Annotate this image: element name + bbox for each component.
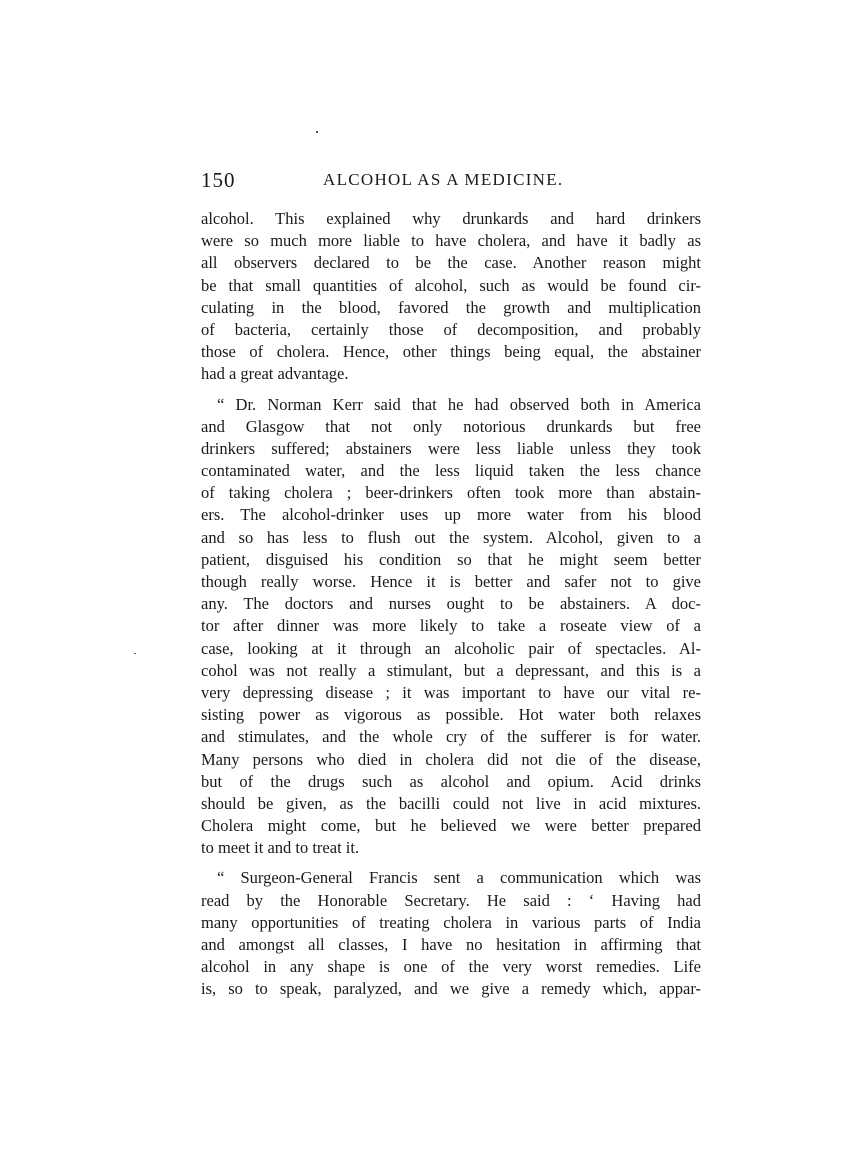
ink-speck	[134, 653, 136, 654]
text-line: case, looking at it through an alcoholic pair of spectacles. Al-	[201, 638, 701, 658]
page-number: 150	[201, 168, 236, 192]
text-line: very depressing disease ; it was important to have our vital re-	[201, 682, 701, 702]
text-line: to meet it and to treat it.	[201, 838, 360, 858]
paragraph	[201, 867, 701, 1000]
text-line: of taking cholera ; beer-drinkers often took more than abstain-	[201, 483, 701, 503]
text-line: sisting power as vigorous as possible. Hot water both relaxes	[201, 705, 701, 725]
text-line: but of the drugs such as alcohol and opium. Acid drinks	[201, 771, 701, 791]
text-line: read by the Honorable Secretary. He said : ‘ Having had	[201, 890, 701, 910]
text-line: those of cholera. Hence, other things being equal, the abstainer	[201, 342, 701, 362]
body-text	[201, 208, 701, 1001]
text-line: drinkers suffered; abstainers were less liable unless they took	[201, 438, 701, 458]
text-line: had a great advantage.	[201, 364, 349, 384]
text-line: of bacteria, certainly those of decomposition, and probably	[201, 319, 701, 339]
text-line: alcohol in any shape is one of the very worst remedies. Life	[201, 957, 701, 977]
running-title: ALCOHOL AS A MEDICINE.	[323, 170, 564, 189]
text-line: ers. The alcohol-drinker uses up more water from his blood	[201, 505, 701, 525]
text-line: many opportunities of treating cholera in various parts of India	[201, 912, 701, 932]
ink-speck	[316, 131, 318, 133]
text-line: all observers declared to be the case. Another reason might	[201, 253, 701, 273]
text-line: cohol was not really a stimulant, but a depressant, and this is a	[201, 660, 701, 680]
text-line: alcohol. This explained why drunkards and hard drinkers	[201, 209, 701, 228]
text-line: Many persons who died in cholera did not die of the disease,	[201, 749, 701, 769]
text-line: and amongst all classes, I have no hesitation in affirming that	[201, 935, 701, 954]
text-line: any. The doctors and nurses ought to be abstainers. A doc-	[201, 594, 701, 614]
text-line: be that small quantities of alcohol, such as would be found cir-	[201, 275, 701, 295]
text-line: culating in the blood, favored the growth and multiplication	[201, 297, 701, 317]
text-line: “ Dr. Norman Kerr said that he had observed both in America	[217, 394, 701, 414]
text-line: should be given, as the bacilli could not live in acid mixtures.	[201, 793, 701, 813]
text-line: and so has less to flush out the system. Alcohol, given to a	[201, 527, 701, 547]
text-line: contaminated water, and the less liquid taken the less chance	[201, 461, 701, 481]
text-line: patient, disguised his condition so that he might seem better	[201, 549, 701, 569]
text-line: tor after dinner was more likely to take a roseate view of a	[201, 616, 701, 636]
text-line: is, so to speak, paralyzed, and we give a remedy which, appar-	[201, 979, 701, 999]
text-line: Cholera might come, but he believed we were better prepared	[201, 816, 701, 836]
text-line: and stimulates, and the whole cry of the sufferer is for water.	[201, 727, 701, 747]
paragraph	[201, 394, 701, 860]
text-line: though really worse. Hence it is better and safer not to give	[201, 572, 701, 591]
paragraph	[201, 208, 701, 386]
running-head	[201, 168, 701, 196]
text-line: “ Surgeon-General Francis sent a communication which was	[217, 868, 701, 888]
text-line: were so much more liable to have cholera, and have it badly as	[201, 231, 701, 251]
text-line: and Glasgow that not only notorious drunkards but free	[201, 416, 701, 436]
